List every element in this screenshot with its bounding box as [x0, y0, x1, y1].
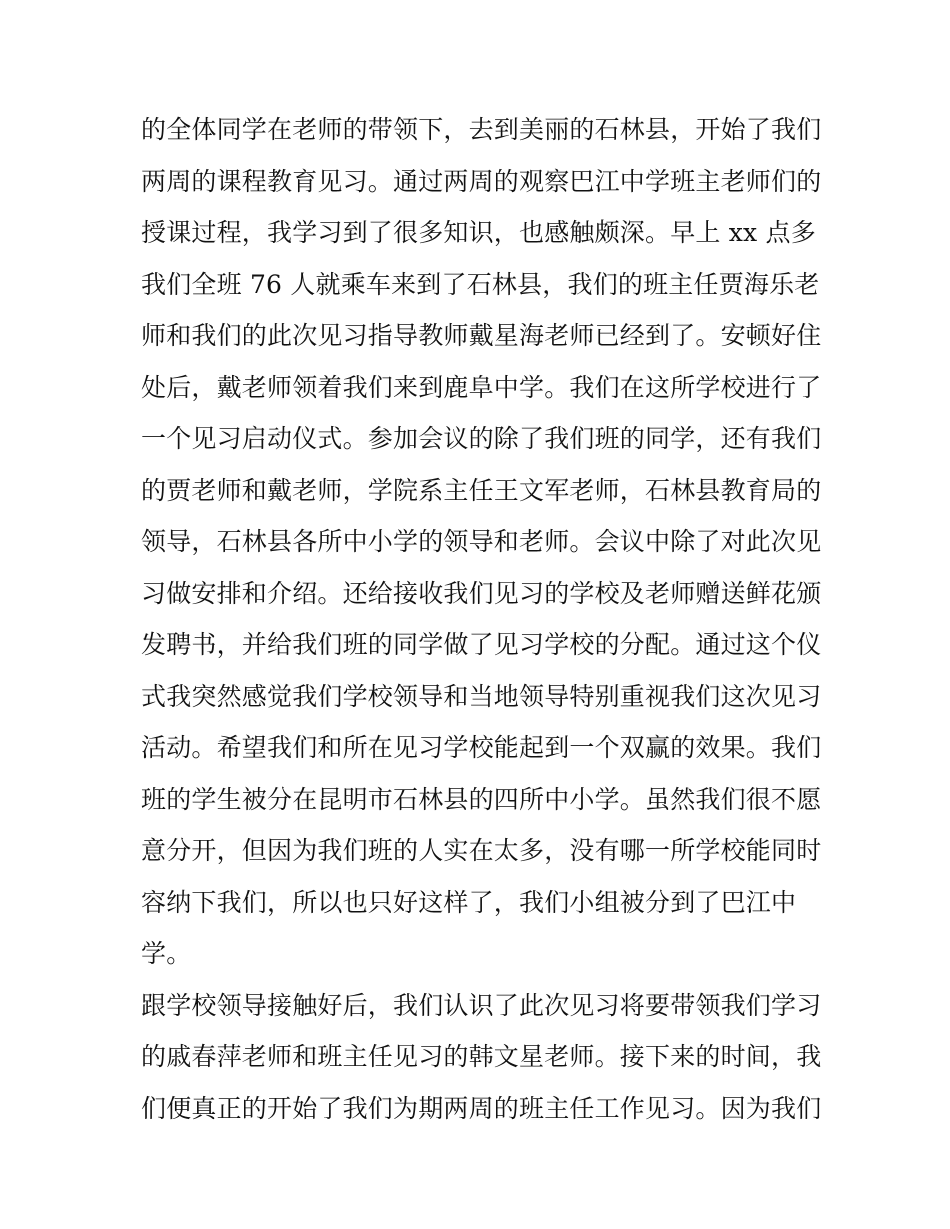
text-line: 活动。希望我们和所在见习学校能起到一个双赢的效果。我们 [141, 733, 822, 762]
text-line: 两周的课程教育见习。通过两周的观察巴江中学班主老师们的 [141, 166, 822, 196]
text-line: 的贾老师和戴老师，学院系主任王文军老师，石林县教育局的 [141, 475, 822, 505]
text-line: 处后，戴老师领着我们来到鹿阜中学。我们在这所学校进行了 [141, 372, 822, 402]
text-line: 学。 [141, 939, 192, 968]
text-line: 跟学校领导接触好后，我们认识了此次见习将要带领我们学习 [141, 990, 822, 1020]
text-line: 师和我们的此次见习指导教师戴星海老师已经到了。安顿好住 [141, 321, 822, 350]
text-line: 班的学生被分在昆明市石林县的四所中小学。虽然我们很不愿 [141, 784, 822, 814]
text-line: 们便真正的开始了我们为期两周的班主任工作见习。因为我们 [141, 1093, 822, 1123]
text-line: 我们全班 76 人就乘车来到了石林县，我们的班主任贾海乐老 [141, 269, 820, 299]
text-line: 意分开，但因为我们班的人实在太多，没有哪一所学校能同时 [141, 836, 822, 865]
text-line: 的戚春萍老师和班主任见习的韩文星老师。接下来的时间，我 [141, 1042, 822, 1071]
text-line: 的全体同学在老师的带领下，去到美丽的石林县，开始了我们 [141, 115, 822, 144]
document-body [141, 104, 821, 1134]
text-line: 容纳下我们，所以也只好这样了，我们小组被分到了巴江中 [141, 887, 797, 917]
text-line: 授课过程，我学习到了很多知识，也感触颇深。早上 xx 点多 [141, 218, 816, 247]
text-line: 发聘书，并给我们班的同学做了见习学校的分配。通过这个仪 [141, 630, 822, 659]
text-line: 式我突然感觉我们学校领导和当地领导特别重视我们这次见习 [141, 681, 822, 711]
text-line: 领导，石林县各所中小学的领导和老师。会议中除了对此次见 [141, 527, 822, 556]
text-line: 习做安排和介绍。还给接收我们见习的学校及老师赠送鲜花颁 [141, 578, 822, 608]
text-line: 一个见习启动仪式。参加会议的除了我们班的同学，还有我们 [141, 424, 822, 453]
